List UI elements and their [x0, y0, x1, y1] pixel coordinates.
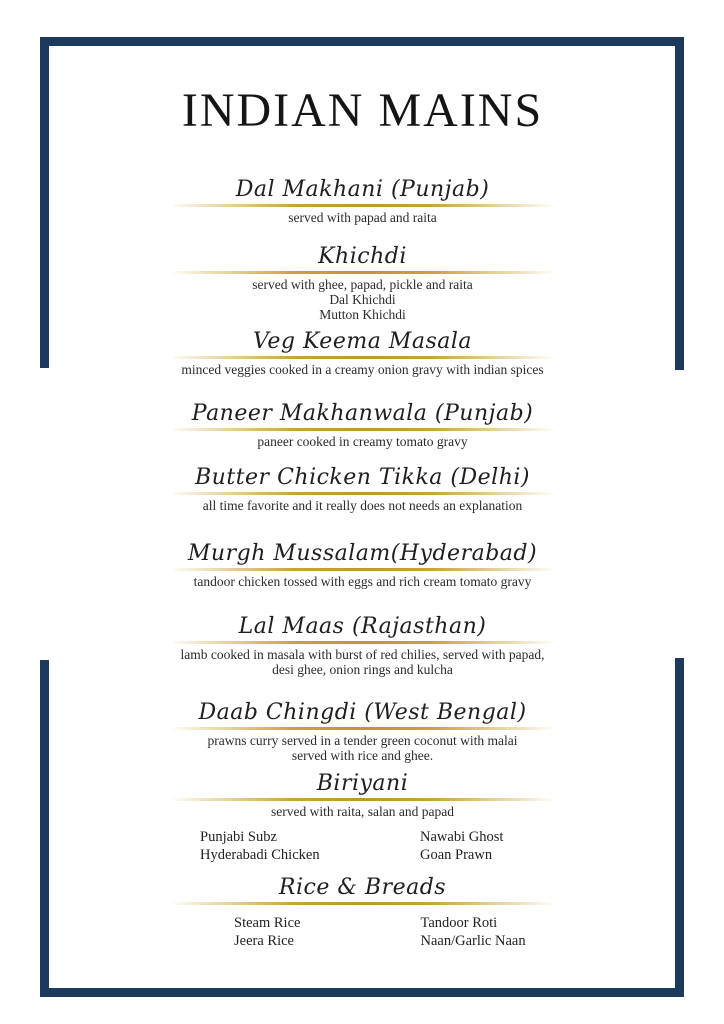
- dish-name: Khichdi: [318, 244, 407, 269]
- menu-section: [140, 464, 585, 513]
- frame-border-left-lower: [40, 660, 49, 997]
- dish-name: Murgh Mussalam(Hyderabad): [187, 541, 538, 566]
- dish-name: Veg Keema Masala: [252, 329, 473, 354]
- dish-name: Butter Chicken Tikka (Delhi): [195, 465, 530, 490]
- gold-divider: [173, 428, 553, 431]
- option-columns: [140, 828, 585, 864]
- dish-name: Lal Maas (Rajasthan): [238, 614, 487, 639]
- dish-name: Rice & Breads: [278, 875, 447, 900]
- dish-description-line: tandoor chicken tossed with eggs and rich cream tomato gravy: [193, 574, 532, 589]
- frame-border-bottom: [40, 988, 684, 997]
- option-item: Steam Rice: [234, 915, 301, 931]
- dish-description-line: desi ghee, onion rings and kulcha: [272, 662, 453, 677]
- page-title: INDIAN MAINS: [181, 84, 544, 137]
- dish-description-line: all time favorite and it really does not needs an explanation: [202, 498, 523, 513]
- dish-description-line: lamb cooked in masala with burst of red chilies, served with papad,: [180, 647, 545, 662]
- option-item: Goan Prawn: [420, 847, 493, 863]
- dish-description-line: prawns curry served in a tender green coconut with malai: [207, 733, 518, 748]
- dish-description-line: Mutton Khichdi: [319, 307, 406, 322]
- menu-content: [140, 84, 585, 968]
- option-item: Hyderabadi Chicken: [200, 847, 320, 863]
- menu-section: [140, 699, 585, 763]
- frame-border-top: [40, 37, 684, 46]
- dish-description-line: served with papad and raita: [288, 210, 437, 225]
- gold-divider: [173, 356, 553, 359]
- dish-description-line: Dal Khichdi: [329, 292, 396, 307]
- gold-divider: [173, 641, 553, 644]
- gold-divider: [173, 798, 553, 801]
- menu-section: [140, 176, 585, 225]
- gold-divider: [173, 568, 553, 571]
- menu-section: [140, 770, 585, 864]
- option-item: Punjabi Subz: [200, 829, 277, 845]
- menu-section: [140, 400, 585, 449]
- gold-divider: [173, 204, 553, 207]
- gold-divider: [173, 271, 553, 274]
- menu-section: [140, 328, 585, 377]
- menu-section: [140, 243, 585, 322]
- menu-section: [140, 613, 585, 677]
- option-columns: [140, 914, 585, 950]
- gold-divider: [173, 902, 553, 905]
- menu-section: [140, 874, 585, 950]
- option-item: Nawabi Ghost: [420, 829, 504, 845]
- frame-border-right-lower: [675, 658, 684, 997]
- option-item: Naan/Garlic Naan: [420, 933, 526, 949]
- dish-name: Paneer Makhanwala (Punjab): [191, 401, 534, 426]
- dish-description-line: served with rice and ghee.: [291, 748, 434, 763]
- option-list-right: [399, 914, 586, 950]
- dish-description-line: served with ghee, papad, pickle and raita: [252, 277, 473, 292]
- gold-divider: [173, 492, 553, 495]
- frame-border-left-upper: [40, 37, 49, 368]
- option-list-left: [140, 914, 399, 950]
- dish-name: Biriyani: [316, 771, 409, 796]
- option-item: Jeera Rice: [234, 933, 294, 949]
- menu-section: [140, 540, 585, 589]
- option-list-left: [140, 828, 365, 864]
- dish-description-line: served with raita, salan and papad: [271, 804, 454, 819]
- option-list-right: [365, 828, 585, 864]
- option-item: Tandoor Roti: [420, 915, 498, 931]
- dish-description-line: minced veggies cooked in a creamy onion gravy with indian spices: [181, 362, 544, 377]
- dish-description-line: paneer cooked in creamy tomato gravy: [257, 434, 468, 449]
- frame-border-right-upper: [675, 37, 684, 370]
- dish-name: Dal Makhani (Punjab): [235, 177, 490, 202]
- gold-divider: [173, 727, 553, 730]
- dish-name: Daab Chingdi (West Bengal): [198, 700, 527, 725]
